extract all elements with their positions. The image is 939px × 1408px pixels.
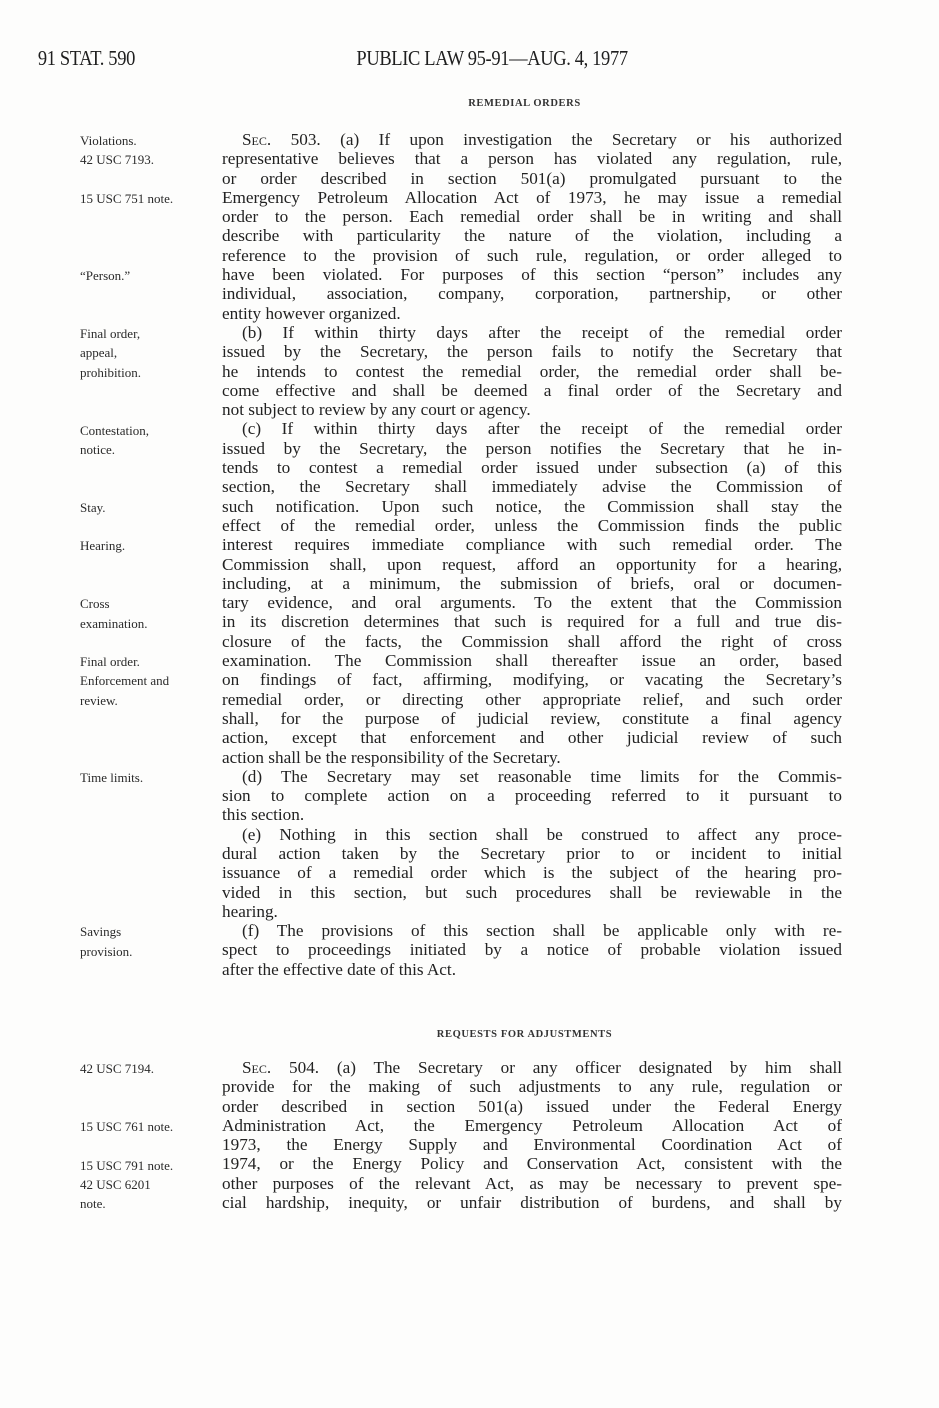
body-text-line: (f) The provisions of this section shall be applicable only with re- <box>242 921 842 941</box>
margin-note: Cross <box>80 596 110 612</box>
body-text-line: issued by the Secretary, the person fails to notify the Secretary that <box>222 342 842 362</box>
section-heading-requests-for-adjustments <box>0 1029 939 1040</box>
margin-note: Violations. <box>80 133 137 148</box>
body-text-line: Sec. 503. (a) If upon investigation the Secretary or his authorized <box>242 130 842 149</box>
section-label: Sec. <box>242 1058 272 1077</box>
margin-note: prohibition. <box>80 364 142 380</box>
margin-note: Final order. <box>80 654 140 670</box>
body-text-line: provide for the making of such adjustments to any rule, regulation or <box>222 1077 842 1097</box>
margin-note: 42 USC 6201 <box>80 1176 151 1192</box>
margin-note: 15 USC 791 note. <box>80 1157 174 1173</box>
body-text-line: action shall be the responsibility of the Secretary. <box>222 747 561 767</box>
body-text-line: order described in section 501(a) issued under the Federal Energy <box>222 1096 842 1116</box>
margin-note: “Person.” <box>80 268 131 284</box>
body-text-line: examination. The Commission shall thereafter issue an order, based <box>222 651 842 671</box>
body-text-line: dural action taken by the Secretary prior to or incident to initial <box>222 843 842 863</box>
margin-note: Time limits. <box>80 769 144 785</box>
margin-note: 15 USC 761 note. <box>80 1118 174 1134</box>
margin-note: review. <box>80 692 118 708</box>
body-text-line: this section. <box>222 805 305 825</box>
body-text-line: Emergency Petroleum Allocation Act of 1973, he may issue a remedial <box>222 187 842 207</box>
body-text-line: issuance of a remedial order which is the subject of the hearing pro- <box>222 863 842 883</box>
body-text-line: after the effective date of this Act. <box>222 959 456 979</box>
section-503-body <box>222 130 842 979</box>
body-text-line: not subject to review by any court or agency. <box>222 400 531 420</box>
margin-note: Final order, <box>80 326 141 341</box>
body-text-line: individual, association, company, corporation, partnership, or other <box>222 284 842 304</box>
margin-note: note. <box>80 1196 106 1212</box>
margin-note: 42 USC 7193. <box>80 152 155 168</box>
statute-page-number: 91 STAT. 590 <box>37 46 135 70</box>
running-head <box>0 46 826 76</box>
body-text-line: such notification. Upon such notice, the Commission shall stay the <box>222 496 842 516</box>
section-heading-text: REQUESTS FOR ADJUSTMENTS <box>436 1029 613 1040</box>
body-text-line: section, the Secretary shall immediately advise the Commission of <box>222 477 842 497</box>
body-text-line: vided in this section, but such procedures shall be reviewable in the <box>222 882 842 902</box>
section-504-body <box>222 1058 842 1212</box>
body-text-line: representative believes that a person has violated any regulation, rule, <box>222 149 842 169</box>
body-text-line: come effective and shall be deemed a final order of the Secretary and <box>222 380 842 400</box>
body-text-line: including, at a minimum, the submission of briefs, oral or documen- <box>222 573 842 593</box>
body-text-line: action, except that enforcement and other judicial review of such <box>222 728 842 748</box>
body-text-line: 1974, or the Energy Policy and Conservation Act, consistent with the <box>222 1154 842 1174</box>
body-text-line: order to the person. Each remedial order shall be in writing and shall <box>222 207 842 227</box>
body-text-line: or order described in section 501(a) promulgated pursuant to the <box>222 168 842 188</box>
body-text-line: sion to complete action on a proceeding referred to it pursuant to <box>222 786 842 806</box>
margin-note: Contestation, <box>80 422 149 438</box>
body-text-line: he intends to contest the remedial order, the remedial order shall be- <box>222 361 842 381</box>
margin-note: 15 USC 751 note. <box>80 190 174 206</box>
body-text-line: tends to contest a remedial order issued under subsection (a) of this <box>222 458 842 478</box>
body-text-line: Administration Act, the Emergency Petroleum Allocation Act of <box>222 1115 842 1135</box>
body-text-line: Commission shall, upon request, afford an opportunity for a hearing, <box>222 554 842 574</box>
body-text-line: spect to proceedings initiated by a notice of probable violation issued <box>222 940 842 960</box>
body-text-line: 1973, the Energy Supply and Environmental Coordination Act of <box>222 1135 842 1155</box>
body-text-line: effect of the remedial order, unless the Commission finds the public <box>222 515 842 535</box>
body-text-line: shall, for the purpose of judicial review, constitute a final agency <box>222 708 842 728</box>
body-text-line: in its discretion determines that such is required for a full and true dis- <box>222 612 842 632</box>
section-label: Sec. <box>242 130 272 149</box>
body-text-line: have been violated. For purposes of this section “person” includes any <box>222 265 842 285</box>
body-text-line: Sec. 504. (a) The Secretary or any officer designated by him shall <box>242 1058 842 1077</box>
body-text-line: (c) If within thirty days after the receipt of the remedial order <box>242 419 842 439</box>
section-heading-text: REMEDIAL ORDERS <box>468 98 581 109</box>
body-text-line: cial hardship, inequity, or unfair distribution of burdens, and shall by <box>222 1193 842 1213</box>
body-text-line: closure of the facts, the Commission shall afford the right of cross <box>222 631 842 651</box>
margin-note: Hearing. <box>80 538 126 554</box>
section-heading-remedial-orders <box>0 98 939 109</box>
body-text-line: remedial order, or directing other appropriate relief, and such order <box>222 689 842 709</box>
margin-note: 42 USC 7194. <box>80 1061 155 1076</box>
margin-note: examination. <box>80 615 148 631</box>
body-text-line: describe with particularity the nature of the violation, including a <box>222 226 842 246</box>
body-text-line: tary evidence, and oral arguments. To the extent that the Commission <box>222 593 842 613</box>
margin-note: notice. <box>80 441 116 457</box>
body-text-line: interest requires immediate compliance with such remedial order. The <box>222 535 842 555</box>
margin-note: Savings <box>80 924 122 940</box>
margin-note: appeal, <box>80 345 118 361</box>
body-text-line: reference to the provision of such rule, regulation, or order alleged to <box>222 245 842 265</box>
body-text-line: (b) If within thirty days after the receipt of the remedial order <box>242 322 842 342</box>
public-law-title: PUBLIC LAW 95-91—AUG. 4, 1977 <box>356 46 628 70</box>
body-text-line: hearing. <box>222 901 278 921</box>
body-text-line: other purposes of the relevant Act, as may be necessary to prevent spe- <box>222 1173 842 1193</box>
body-text-line: entity however organized. <box>222 303 401 323</box>
margin-note: provision. <box>80 943 133 959</box>
body-text-line: (d) The Secretary may set reasonable time limits for the Commis- <box>242 766 842 786</box>
body-text-line: issued by the Secretary, the person notifies the Secretary that he in- <box>222 438 842 458</box>
margin-note: Enforcement and <box>80 673 170 689</box>
body-text-line: on findings of fact, affirming, modifying, or vacating the Secretary’s <box>222 670 842 690</box>
margin-note: Stay. <box>80 499 106 515</box>
body-text-line: (e) Nothing in this section shall be construed to affect any proce- <box>242 824 842 844</box>
